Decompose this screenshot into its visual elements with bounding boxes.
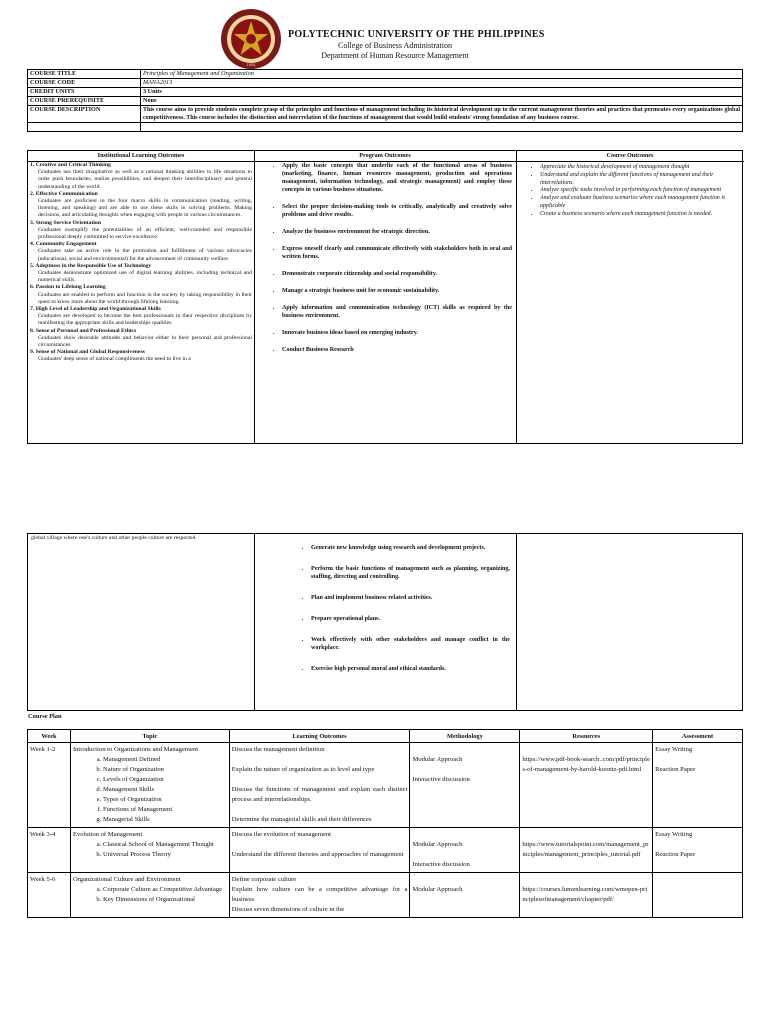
spacer: [412, 850, 517, 860]
col-topic: Topic: [70, 730, 229, 743]
topic-title: Introduction to Organizations and Management: [72, 746, 199, 753]
learning-outcomes-cell: [229, 828, 410, 873]
po-header: Program Outcomes: [254, 151, 516, 162]
spacer: [412, 745, 517, 755]
ilo-title: 9. Sense of National and Global Responsiveness: [30, 349, 145, 356]
ilo-title: 7. High Level of Leadership and Organizational Skills: [30, 306, 161, 313]
methodology-item: Modular Approach: [412, 886, 463, 893]
spacer: [412, 765, 517, 775]
course-plan-label: Course Plan: [28, 713, 62, 720]
spacer: [232, 805, 408, 815]
spacer: [522, 875, 650, 885]
methodology-item: Modular Approach: [412, 756, 463, 763]
ilo-continued-text: global village where one's culture and other people culture are respected.: [31, 535, 197, 541]
col-week: Week: [28, 730, 71, 743]
course-outcome-item: • Appreciate the historical development of management thought: [540, 164, 744, 172]
learning-outcome: Discuss seven dimensions of culture in the: [231, 906, 345, 913]
ilo-title: 3. Strong Service Orientation: [30, 219, 101, 226]
topic-title: Organizational Culture and Environment: [72, 876, 181, 883]
ilo-description: Graduates are enabled to perform and function in the society by taking responsibility in their quest to know more about the world through lifelong learning.: [38, 291, 252, 305]
course-outcome-item: • Analyze and evaluate business scenarios where each management function is applicable: [540, 195, 744, 211]
ilo-title: 4. Community Engagement: [30, 241, 97, 248]
program-outcome-item: • Conduct Business Research: [282, 346, 516, 354]
ilo-header: Institutional Learning Outcomes: [28, 151, 254, 162]
subtopic-item: b. Key Dimensions of Organizational: [103, 895, 227, 905]
col-methodology: Methodology: [410, 730, 520, 743]
resource-link: https://courses.lumenlearning.com/wmopen-principlesofmanagement/chapter/pdf/: [522, 886, 648, 903]
svg-text:1904: 1904: [246, 62, 256, 67]
week-cell: Week 5-6: [28, 873, 71, 918]
program-outcome-item: • Express oneself clearly and communicate effectively with stakeholders both in oral and written forms.: [282, 245, 516, 261]
ilo-description: Graduates are developed to become the best professionals in their respective disciplines by manifesting the appropriate skills and leaderships qualities.: [38, 313, 252, 327]
resources-cell: [520, 743, 653, 828]
week-cell: Week 3-4: [28, 828, 71, 873]
resource-link: https://www.tutorialspoint.com/management_principles/management_principles_tutorial.pdf: [522, 841, 649, 858]
row-label: COURSE PREREQUISITE: [28, 97, 141, 106]
program-outcome-item: • Generate new knowledge using research and development projects.: [311, 544, 516, 552]
program-outcome-item: • Plan and implement business related activities.: [311, 594, 516, 602]
institutional-outcomes-column: [28, 151, 255, 443]
spacer: [412, 875, 517, 885]
course-outcome-item: • Understand and explain the different functions of management and their interrelations.: [540, 172, 744, 188]
spacer: [412, 830, 517, 840]
learning-outcome: Discuss the functions of management and explain each distinct process and interrelationships.: [231, 786, 408, 803]
description-row: [28, 106, 743, 123]
subtopic-item: e. Types of Organization: [103, 795, 227, 805]
spacer: [522, 745, 650, 755]
subtopic-item: a. Corporate Culture as Competitive Advantage: [103, 885, 227, 895]
university-name: POLYTECHNIC UNIVERSITY OF THE PHILIPPINES: [288, 29, 545, 40]
row-label: CREDIT UNITS: [28, 88, 141, 97]
resources-cell: [520, 873, 653, 918]
assessment-item: Essay Writing: [655, 746, 693, 753]
subtopic-item: c. Levels of Organization: [103, 775, 227, 785]
topic-cell: [70, 873, 229, 918]
course-code-value: MANA2013: [141, 79, 743, 88]
course-plan-header-row: [28, 730, 743, 743]
program-outcome-item: • Select the proper decision-making tools to critically, analytically and creatively solve problems and drive results.: [282, 203, 516, 219]
course-outcomes-column: [516, 151, 744, 443]
course-description-value: This course aims to provide students complete grasp of the principles and functions of management including its historical development up to the current management theories and practices that permeates every organizations global competitiveness. This course includes the distinction and interrelation of the functions of management that would build students' strong foundation of any business course.: [141, 106, 743, 123]
learning-outcome: Discuss the evolution of management: [231, 831, 332, 838]
learning-outcome: Explain how culture can be a competitive advantage for a business: [231, 886, 408, 903]
methodology-cell: [410, 743, 520, 828]
spacer: [232, 755, 408, 765]
ilo-list: [28, 162, 254, 364]
ilo-description: Graduates take an active role in the promotion and fulfillment of various advocacies (educational, social and environmental) for the advancement of community welfare.: [38, 248, 252, 262]
ilo-title: 5. Adeptness in the Responsible Use of Technology: [30, 262, 152, 269]
assessment-item: Reaction Paper: [655, 766, 696, 773]
program-outcome-item: • Exercise high personal moral and ethical standards.: [311, 665, 516, 673]
col-assessment: Assessment: [653, 730, 743, 743]
assessment-item: Essay Writing: [655, 831, 693, 838]
course-code-row: [28, 79, 743, 88]
ilo-description: Graduates are proficient in the four macro skills in communication (reading, writing, listening, and speaking) and are able to use these skills in solving problems. Making decisions, and articulating thoughts when engaging with people in various circumstances.: [38, 198, 252, 219]
outcomes-table: [27, 150, 743, 444]
prerequisite-row: [28, 97, 743, 106]
ilo-title: 1. Creative and Critical Thinking: [30, 162, 111, 168]
course-plan-row: [28, 828, 743, 873]
prerequisite-value: None: [141, 97, 743, 106]
methodology-item: Interactive discussion: [412, 861, 470, 868]
course-outcome-item: • Create a business scenario where each management function is needed.: [540, 211, 744, 219]
course-plan-row: [28, 873, 743, 918]
learning-outcome: Determine the managerial skills and their differences: [231, 816, 372, 823]
blank-row: [28, 123, 743, 132]
credit-units-row: [28, 88, 743, 97]
program-outcome-item: • Demonstrate corporate citizenship and social responsibility.: [282, 270, 516, 278]
spacer: [655, 755, 740, 765]
methodology-cell: [410, 828, 520, 873]
row-label: COURSE TITLE: [28, 70, 141, 79]
co-list: [516, 162, 744, 219]
ilo-title: 2. Effective Communication: [30, 190, 98, 197]
program-outcomes-column: [254, 151, 517, 443]
outcomes-table-continued: [27, 533, 743, 711]
learning-outcome: Define corporate culture: [231, 876, 297, 883]
assessment-cell: [653, 873, 743, 918]
spacer: [522, 830, 650, 840]
subtopic-item: d. Management Skills: [103, 785, 227, 795]
college-name: College of Business Administration: [338, 41, 452, 50]
learning-outcome: Understand the different theories and approaches of management: [231, 851, 404, 858]
ilo-title: 8. Sense of Personal and Professional Ethics: [30, 327, 137, 334]
subtopic-item: g. Managerial Skills: [103, 815, 227, 825]
course-plan-row: [28, 743, 743, 828]
ilo-description: Graduates exemplify the potentialities of an efficient, well-rounded and responsible professional deeply committed to service excellence.: [38, 226, 252, 241]
ilo-description: Graduates demonstrate optimized use of digital learning abilities, including technical and numerical skills.: [38, 270, 252, 284]
resources-cell: [520, 828, 653, 873]
topic-title: Evolution of Management: [72, 831, 143, 838]
topic-cell: [70, 743, 229, 828]
spacer: [232, 840, 408, 850]
subtopic-list: [73, 885, 227, 905]
course-plan-table: [27, 729, 743, 918]
assessment-cell: [653, 743, 743, 828]
program-outcome-item: • Manage a strategic business unit for economic sustainability.: [282, 287, 516, 295]
course-title-row: [28, 70, 743, 79]
methodology-item: Modular Approach: [412, 841, 463, 848]
department-name: Department of Human Resource Management: [321, 51, 469, 60]
course-info-table: [27, 69, 743, 132]
resource-link: https://www.pdf-book-search..com/pdf/principles-of-management-by-harold-koontz-pdf.html: [522, 756, 650, 773]
course-title-value: Principles of Management and Organization: [141, 70, 743, 79]
subtopic-item: b. Universal Process Theory: [103, 850, 227, 860]
program-outcome-item: • Perform the basic functions of management such as planning, organizing, staffing, directing and controlling.: [311, 565, 516, 581]
learning-outcome: Discuss the management definition: [231, 746, 325, 753]
university-seal-logo: [220, 8, 282, 70]
row-label: COURSE DESCRIPTION: [28, 106, 141, 123]
po-list-continued: [255, 544, 516, 686]
col-learning-outcomes: Learning Outcomes: [229, 730, 410, 743]
co-header: Course Outcomes: [516, 151, 744, 162]
course-outcome-item: • Analyze specific tasks involved in performing each function of management: [540, 187, 744, 195]
spacer: [232, 775, 408, 785]
methodology-cell: [410, 873, 520, 918]
ilo-description: Graduates use their imaginative as well as a rational thinking abilities to life situations in order push boundaries, realize possibilities, and deepen their interdisciplinary and general understanding of the world.: [38, 169, 252, 190]
ilo-title: 6. Passion to Lifelong Learning: [30, 284, 106, 291]
program-outcome-item: • Innovate business ideas based on emerging industry.: [282, 329, 516, 337]
ilo-description: Graduates' deep sense of national compliments the need to live in a: [38, 356, 191, 363]
subtopic-item: f. Functions of Management: [103, 805, 227, 815]
program-outcome-item: • Work effectively with other stakeholders and manage conflict in the workplace.: [311, 636, 516, 652]
learning-outcome: Explain the nature of organization as to level and type: [231, 766, 375, 773]
program-outcome-item: • Analyze the business environment for strategic direction.: [282, 228, 516, 236]
learning-outcomes-cell: [229, 873, 410, 918]
program-outcome-item: • Prepare operational plans.: [311, 615, 516, 623]
learning-outcomes-cell: [229, 743, 410, 828]
subtopic-item: a. Classical School of Management Thought: [103, 840, 227, 850]
assessment-item: Reaction Paper: [655, 851, 696, 858]
subtopic-list: [73, 755, 227, 825]
col-resources: Resources: [520, 730, 653, 743]
week-cell: Week 1-2: [28, 743, 71, 828]
topic-cell: [70, 828, 229, 873]
ilo-description: Graduates show desirable attitudes and behavior either in their personal and professional circumstances.: [38, 334, 252, 349]
subtopic-item: b. Nature of Organization: [103, 765, 227, 775]
program-outcome-item: • Apply information and communication technology (ICT) skills as required by the business environment.: [282, 304, 516, 320]
row-label: COURSE CODE: [28, 79, 141, 88]
program-outcome-item: • Apply the basic concepts that underlie each of the functional areas of business (marketing, finance, human resources management, production and operations management, information technology, and strategic management) and employ these concepts in various business situations.: [282, 162, 516, 194]
spacer: [655, 840, 740, 850]
assessment-cell: [653, 828, 743, 873]
subtopic-item: a. Management Defined: [103, 755, 227, 765]
credit-units-value: 3 Units: [141, 88, 743, 97]
po-list: [254, 162, 516, 354]
subtopic-list: [73, 840, 227, 860]
methodology-item: Interactive discussion: [412, 776, 470, 783]
